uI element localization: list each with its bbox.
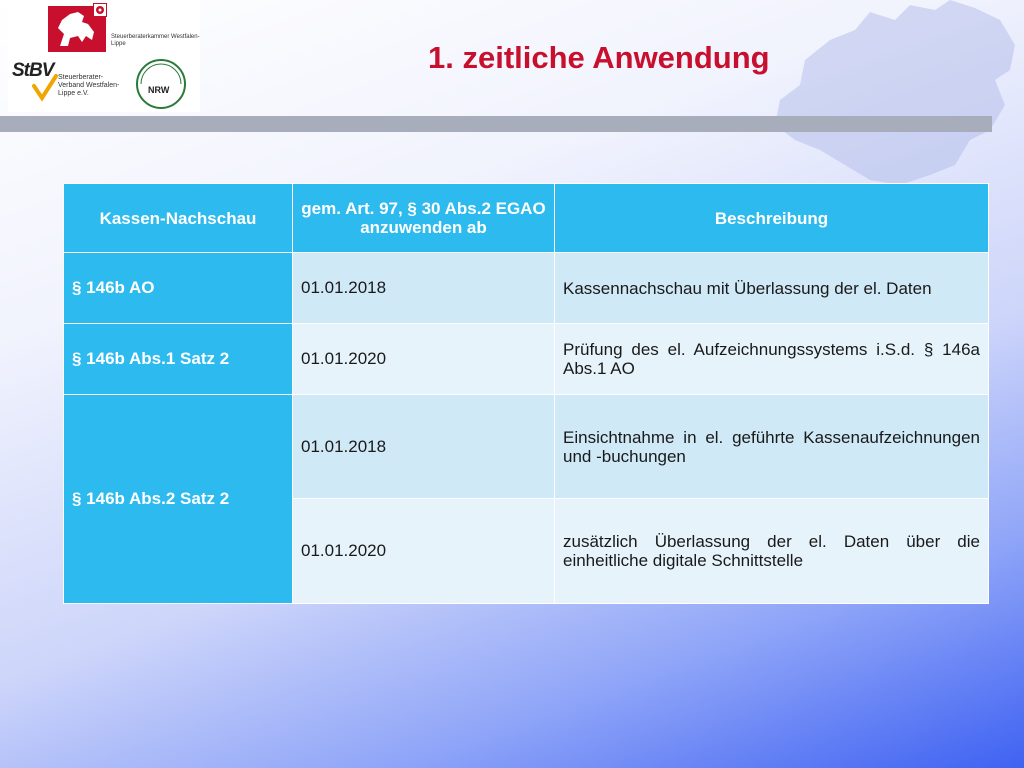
info-table <box>63 183 989 604</box>
rose-icon <box>93 3 107 17</box>
title-divider-bar <box>0 116 992 132</box>
kammer-name: Steuerberaterkammer Westfalen-Lippe <box>111 34 200 47</box>
logo-area <box>8 0 200 112</box>
row-description: Einsichtnahme in el. geführte Kassenaufzeichnungen und -buchungen <box>555 395 989 499</box>
row-description: Prüfung des el. Aufzeichnungssystems i.S.d. § 146a Abs.1 AO <box>555 324 989 395</box>
row-description: zusätzlich Überlassung der el. Daten über die einheitliche digitale Schnittstelle <box>555 499 989 604</box>
finanzverwaltung-logo <box>131 56 189 110</box>
table-header-row <box>64 184 989 253</box>
header-beschreibung: Beschreibung <box>555 184 989 253</box>
row-date: 01.01.2020 <box>293 499 555 604</box>
table-row <box>64 253 989 324</box>
page-title: 1. zeitliche Anwendung <box>428 40 770 75</box>
verband-name: Steuerberater-Verband Westfalen-Lippe e.V. <box>58 74 120 97</box>
header-anzuwenden-ab: gem. Art. 97, § 30 Abs.2 EGAO anzuwenden ab <box>293 184 555 253</box>
row-section: § 146b Abs.2 Satz 2 <box>64 395 293 604</box>
row-description: Kassennachschau mit Überlassung der el. Daten <box>555 253 989 324</box>
nrw-label: NRW <box>148 85 170 95</box>
table-row <box>64 395 989 499</box>
checkmark-icon <box>32 74 58 102</box>
row-date: 01.01.2018 <box>293 253 555 324</box>
header-kassen-nachschau: Kassen-Nachschau <box>64 184 293 253</box>
row-date: 01.01.2018 <box>293 395 555 499</box>
row-section: § 146b Abs.1 Satz 2 <box>64 324 293 395</box>
row-date: 01.01.2020 <box>293 324 555 395</box>
stbv-logo: StBV <box>12 60 54 81</box>
nrw-map-silhouette <box>760 0 1020 190</box>
row-section: § 146b AO <box>64 253 293 324</box>
table-row <box>64 324 989 395</box>
table-container <box>63 183 988 604</box>
